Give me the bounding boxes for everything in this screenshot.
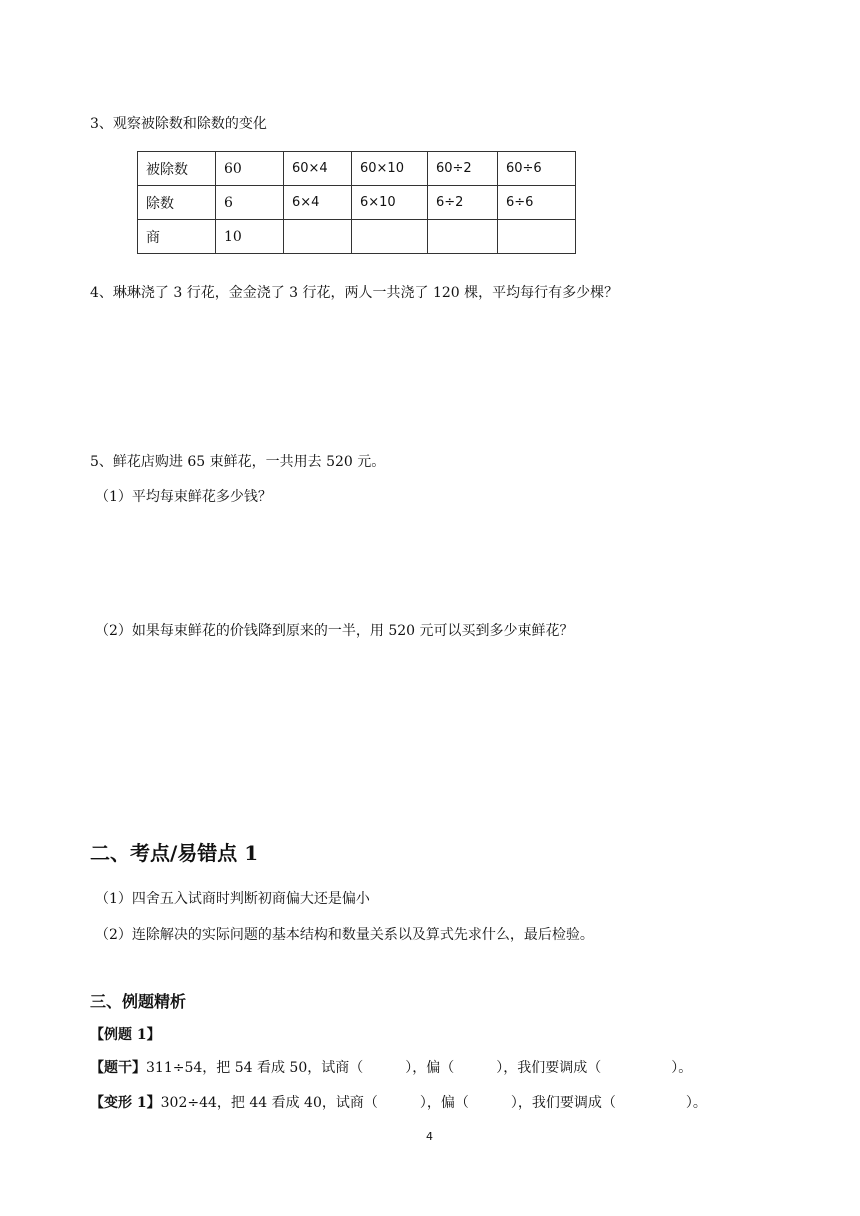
table-cell: 60×4 [284,152,352,186]
table-cell: 6÷2 [428,186,498,220]
variant-label: 【变形 1】 [90,1095,161,1111]
table-cell: 6×4 [284,186,352,220]
table-cell: 60 [216,152,284,186]
table-cell-blank[interactable] [498,220,576,254]
table-cell: 60÷2 [428,152,498,186]
table-cell: 商 [138,220,216,254]
table-cell: 60×10 [352,152,428,186]
table-row [138,220,576,254]
section2-heading: 二、考点/易错点 1 [90,841,259,865]
section2-item-1: （1）四舍五入试商时判断初商偏大还是偏小 [95,891,370,907]
table-cell-blank[interactable] [352,220,428,254]
q4-text: 4、琳琳浇了 3 行花，金金浇了 3 行花，两人一共浇了 120 棵，平均每行有多少棵？ [90,285,619,301]
table-cell: 6 [216,186,284,220]
q5-text: 5、鲜花店购进 65 束鲜花，一共用去 520 元。 [90,454,386,470]
example-label: 【例题 1】 [90,1027,161,1043]
division-table [137,151,576,254]
page-number: 4 [426,1130,433,1143]
section3-heading: 三、例题精析 [90,992,187,1011]
stem-label: 【题干】 [90,1060,146,1076]
table-cell-blank[interactable] [428,220,498,254]
stem-line [90,1057,692,1077]
table-cell: 6÷6 [498,186,576,220]
table-cell-blank[interactable] [284,220,352,254]
q5-sub2: （2）如果每束鲜花的价钱降到原来的一半，用 520 元可以买到多少束鲜花？ [95,623,574,639]
table-cell: 被除数 [138,152,216,186]
table-cell: 60÷6 [498,152,576,186]
variant-line [90,1092,707,1112]
table-cell: 10 [216,220,284,254]
table-cell: 除数 [138,186,216,220]
q3-title: 3、观察被除数和除数的变化 [90,116,267,132]
section2-item-2: （2）连除解决的实际问题的基本结构和数量关系以及算式先求什么，最后检验。 [95,927,594,943]
q5-sub1: （1）平均每束鲜花多少钱？ [95,489,272,505]
stem-text: 311÷54，把 54 看成 50，试商（ ），偏（ ），我们要调成（ ）。 [146,1060,693,1076]
table-cell: 6×10 [352,186,428,220]
table-row [138,152,576,186]
variant-text: 302÷44，把 44 看成 40，试商（ ），偏（ ），我们要调成（ ）。 [160,1095,707,1111]
table-row [138,186,576,220]
